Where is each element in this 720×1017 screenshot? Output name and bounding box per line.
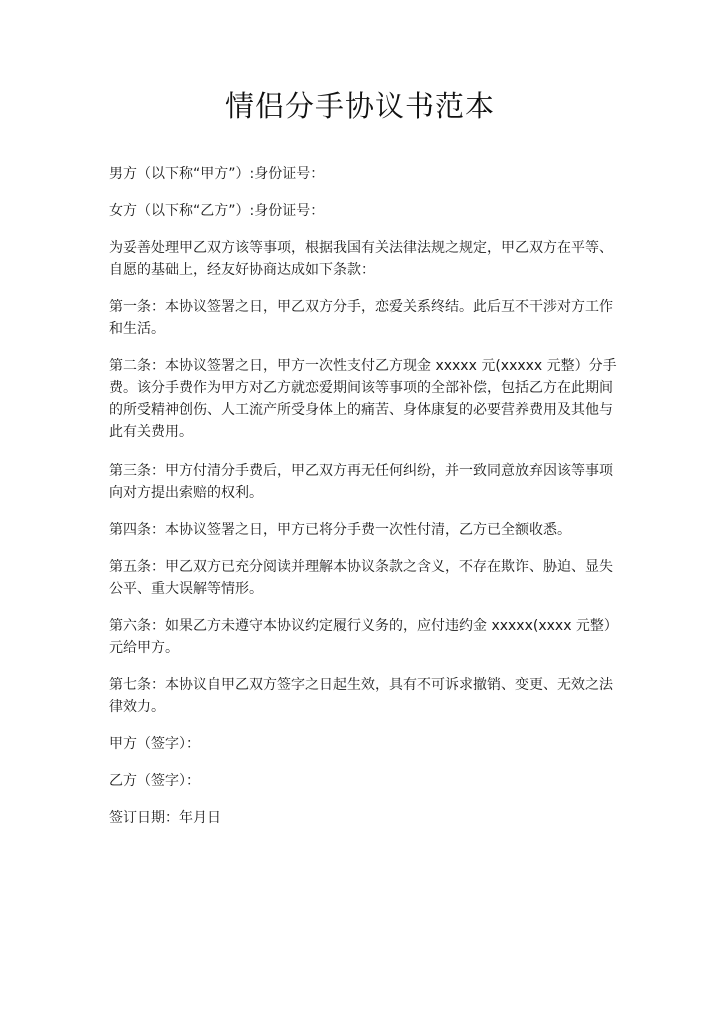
clause-1: 第一条：本协议签署之日，甲乙双方分手，恋爱关系终结。此后互不干涉对方工作和生活。 bbox=[109, 299, 613, 337]
party-a-line: 男方（以下称“甲方”）:身份证号： bbox=[109, 166, 325, 182]
party-b-line: 女方（以下称“乙方”）:身份证号： bbox=[109, 203, 325, 219]
signature-party-a: 甲方（签字）： bbox=[109, 736, 200, 752]
signature-party-b: 乙方（签字）： bbox=[109, 773, 200, 789]
clause-4: 第四条：本协议签署之日，甲方已将分手费一次性付清，乙方已全额收悉。 bbox=[109, 522, 571, 538]
clause-7: 第七条：本协议自甲乙双方签字之日起生效，具有不可诉求撤销、变更、无效之法律效力。 bbox=[109, 677, 613, 715]
signing-date: 签订日期：年月日 bbox=[109, 810, 221, 826]
clause-6: 第六条：如果乙方未遵守本协议约定履行义务的，应付违约金 xxxxx(xxxx 元整）元给甲方。 bbox=[109, 618, 618, 656]
document-body bbox=[109, 163, 621, 844]
clause-5: 第五条：甲乙双方已充分阅读并理解本协议条款之含义，不存在欺诈、胁迫、显失公平、重大误解等情形。 bbox=[109, 559, 613, 597]
document-title: 情侣分手协议书范本 bbox=[224, 89, 495, 123]
clause-3: 第三条：甲方付清分手费后，甲乙双方再无任何纠纷，并一致同意放弃因该等事项向对方提出索赔的权利。 bbox=[109, 463, 613, 501]
clause-2: 第二条：本协议签署之日，甲方一次性支付乙方现金 xxxxx 元(xxxxx 元整）分手费。该分手费作为甲方对乙方就恋爱期间该等事项的全部补偿，包括乙方在此期间的所受精神创伤、人工流产所受身体上的痛苦、身体康复的必要营养费用及其他与此有关费用。 bbox=[109, 358, 617, 440]
preamble-paragraph: 为妥善处理甲乙双方该等事项，根据我国有关法律法规之规定，甲乙双方在平等、自愿的基础上，经友好协商达成如下条款： bbox=[109, 240, 613, 278]
